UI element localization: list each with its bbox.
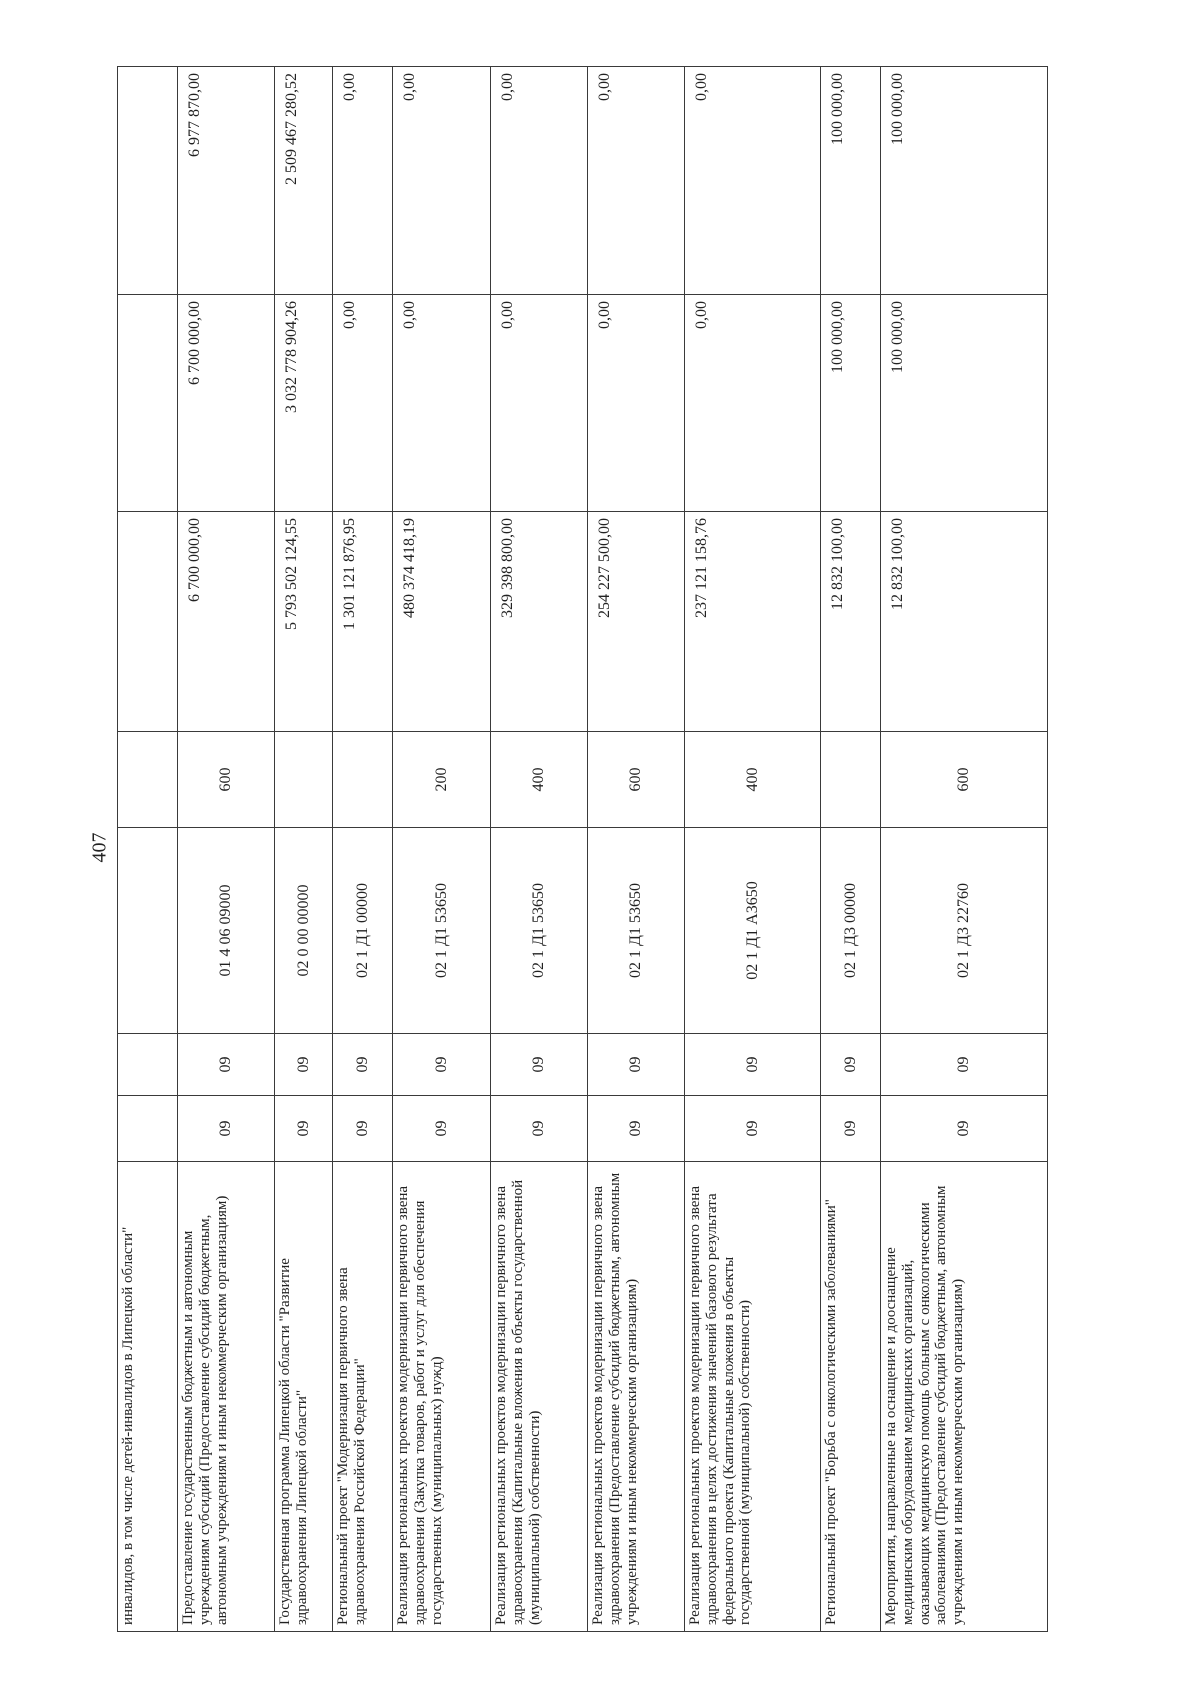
row-expense-type [333, 732, 393, 828]
row-amount-2: 6 700 000,00 [178, 295, 275, 512]
row-amount-3: 0,00 [588, 67, 685, 295]
row-expense-type [118, 732, 178, 828]
row-subsection-code: 09 [821, 1034, 881, 1096]
row-subsection-code: 09 [685, 1034, 821, 1096]
row-amount-3: 6 977 870,00 [178, 67, 275, 295]
row-target-code: 02 1 Д1 53650 [393, 828, 491, 1034]
row-amount-1: 237 121 158,76 [685, 512, 821, 732]
rotated-table-wrapper [117, 67, 1047, 1632]
row-description: Мероприятия, направленные на оснащение и дооснащение медицинским оборудованием медицинских организаций, оказывающих медицинскую помощь больным с онкологическими заболеваниями (Предоставление субсидий бюджетным, автономным учреждениям и иным некоммерческим организациям) [881, 1162, 1048, 1632]
row-target-code: 02 1 Д3 22760 [881, 828, 1048, 1034]
row-amount-1: 12 832 100,00 [881, 512, 1048, 732]
row-amount-1: 329 398 800,00 [491, 512, 588, 732]
row-target-code: 02 1 Д1 53650 [588, 828, 685, 1034]
row-target-code: 02 0 00 00000 [275, 828, 333, 1034]
table-row [821, 67, 881, 1632]
row-target-code: 02 1 Д1 53650 [491, 828, 588, 1034]
row-amount-3: 100 000,00 [821, 67, 881, 295]
row-description: Предоставление государственным бюджетным и автономным учреждениям субсидий (Предоставление субсидий бюджетным, автономным учреждениям и иным некоммерческим организациям) [178, 1162, 275, 1632]
row-description: Региональный проект "Модернизация первичного звена здравоохранения Российской Федерации" [333, 1162, 393, 1632]
row-subsection-code: 09 [588, 1034, 685, 1096]
row-amount-2: 3 032 778 904,26 [275, 295, 333, 512]
row-amount-3: 2 509 467 280,52 [275, 67, 333, 295]
row-description: Региональный проект "Борьба с онкологическими заболеваниями" [821, 1162, 881, 1632]
row-subsection-code [118, 1034, 178, 1096]
row-section-code: 09 [881, 1096, 1048, 1162]
row-target-code: 02 1 Д1 00000 [333, 828, 393, 1034]
row-amount-2: 100 000,00 [881, 295, 1048, 512]
row-description: Реализация региональных проектов модернизации первичного звена здравоохранения (Закупка товаров, работ и услуг для обеспечения государственных (муниципальных) нужд) [393, 1162, 491, 1632]
row-amount-2: 0,00 [491, 295, 588, 512]
row-expense-type: 600 [178, 732, 275, 828]
row-description: Реализация региональных проектов модернизации первичного звена здравоохранения (Капитальные вложения в объекты государственной (муниципальной) собственности) [491, 1162, 588, 1632]
table-row [685, 67, 821, 1632]
row-section-code [118, 1096, 178, 1162]
row-subsection-code: 09 [333, 1034, 393, 1096]
page-number: 407 [88, 832, 111, 863]
row-amount-3: 0,00 [685, 67, 821, 295]
row-amount-1: 12 832 100,00 [821, 512, 881, 732]
row-section-code: 09 [491, 1096, 588, 1162]
row-description: Реализация региональных проектов модернизации первичного звена здравоохранения (Предоставление субсидий бюджетным, автономным учреждениям и иным некоммерческим организациям) [588, 1162, 685, 1632]
row-amount-1: 6 700 000,00 [178, 512, 275, 732]
row-section-code: 09 [685, 1096, 821, 1162]
row-description: инвалидов, в том числе детей-инвалидов в Липецкой области" [118, 1162, 178, 1632]
row-amount-2 [118, 295, 178, 512]
row-subsection-code: 09 [275, 1034, 333, 1096]
table-row [491, 67, 588, 1632]
row-description: Государственная программа Липецкой области "Развитие здравоохранения Липецкой области" [275, 1162, 333, 1632]
row-target-code [118, 828, 178, 1034]
row-section-code: 09 [178, 1096, 275, 1162]
row-section-code: 09 [393, 1096, 491, 1162]
table-row [178, 67, 275, 1632]
row-expense-type [275, 732, 333, 828]
row-expense-type: 400 [491, 732, 588, 828]
row-amount-1: 254 227 500,00 [588, 512, 685, 732]
row-amount-1: 1 301 121 876,95 [333, 512, 393, 732]
row-amount-3: 100 000,00 [881, 67, 1048, 295]
row-amount-3 [118, 67, 178, 295]
row-subsection-code: 09 [881, 1034, 1048, 1096]
row-amount-2: 0,00 [393, 295, 491, 512]
row-amount-2: 100 000,00 [821, 295, 881, 512]
row-section-code: 09 [588, 1096, 685, 1162]
row-target-code: 01 4 06 09000 [178, 828, 275, 1034]
row-expense-type: 600 [588, 732, 685, 828]
row-expense-type: 400 [685, 732, 821, 828]
budget-table [117, 66, 1048, 1632]
row-description: Реализация региональных проектов модернизации первичного звена здравоохранения в целях достижения значений базового результата федерального проекта (Капитальные вложения в объекты государственной (муниципальной) собственности) [685, 1162, 821, 1632]
row-target-code: 02 1 Д3 00000 [821, 828, 881, 1034]
row-amount-1: 5 793 502 124,55 [275, 512, 333, 732]
row-subsection-code: 09 [393, 1034, 491, 1096]
row-expense-type: 600 [881, 732, 1048, 828]
row-amount-2: 0,00 [333, 295, 393, 512]
row-amount-1 [118, 512, 178, 732]
table-row [881, 67, 1048, 1632]
row-section-code: 09 [821, 1096, 881, 1162]
table-row [275, 67, 333, 1632]
row-amount-3: 0,00 [393, 67, 491, 295]
row-section-code: 09 [275, 1096, 333, 1162]
row-expense-type [821, 732, 881, 828]
row-amount-2: 0,00 [685, 295, 821, 512]
row-expense-type: 200 [393, 732, 491, 828]
row-subsection-code: 09 [491, 1034, 588, 1096]
table-row [588, 67, 685, 1632]
row-amount-2: 0,00 [588, 295, 685, 512]
table-row [333, 67, 393, 1632]
row-amount-3: 0,00 [333, 67, 393, 295]
row-target-code: 02 1 Д1 А3650 [685, 828, 821, 1034]
table-row [393, 67, 491, 1632]
row-section-code: 09 [333, 1096, 393, 1162]
table-row [118, 67, 178, 1632]
row-amount-1: 480 374 418,19 [393, 512, 491, 732]
row-subsection-code: 09 [178, 1034, 275, 1096]
row-amount-3: 0,00 [491, 67, 588, 295]
